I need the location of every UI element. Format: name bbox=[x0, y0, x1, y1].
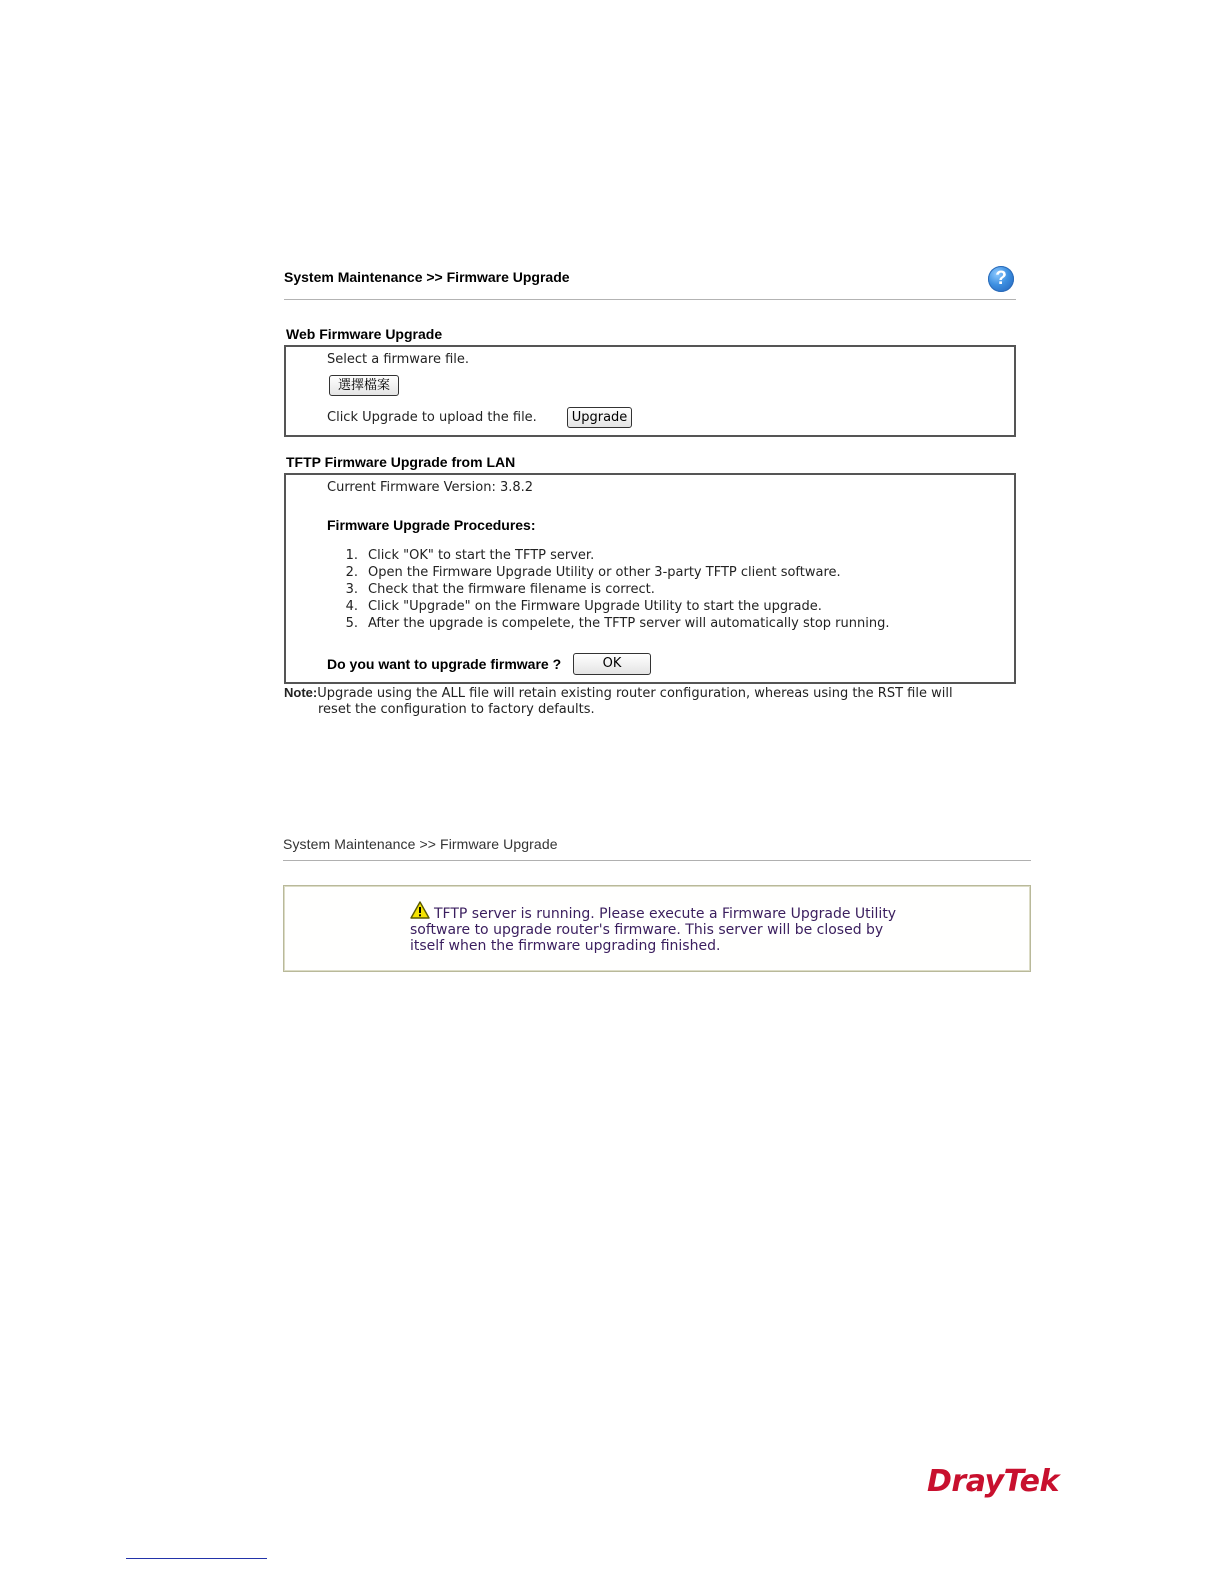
note-text: Upgrade using the ALL file will retain existing router configuration, whereas using the RST file will bbox=[317, 686, 953, 701]
help-question-icon[interactable]: ? bbox=[988, 266, 1014, 292]
upgrade-button[interactable]: Upgrade bbox=[567, 407, 632, 428]
status-message bbox=[410, 906, 930, 954]
list-item: 3. Check that the firmware filename is correct. bbox=[345, 582, 655, 597]
web-upgrade-title: Web Firmware Upgrade bbox=[286, 326, 443, 342]
list-item: 1. Click "OK" to start the TFTP server. bbox=[345, 548, 595, 563]
confirm-question: Do you want to upgrade firmware ? bbox=[327, 656, 562, 672]
ok-button[interactable]: OK bbox=[573, 653, 651, 675]
list-item: 5. After the upgrade is compelete, the TFTP server will automatically stop running. bbox=[345, 616, 890, 631]
note-label: Note: bbox=[284, 685, 318, 700]
footer-link-underline bbox=[126, 1558, 267, 1559]
procedures-title: Firmware Upgrade Procedures: bbox=[327, 517, 536, 533]
status-line-3: itself when the firmware upgrading finished. bbox=[410, 938, 721, 954]
select-file-label: Select a firmware file. bbox=[327, 352, 470, 367]
choose-file-button[interactable]: 選擇檔案 bbox=[329, 375, 399, 396]
upload-label: Click Upgrade to upload the file. bbox=[327, 410, 537, 425]
tftp-upgrade-title: TFTP Firmware Upgrade from LAN bbox=[286, 454, 516, 470]
procedure-list bbox=[344, 548, 964, 633]
current-version-label: Current Firmware Version: 3.8.2 bbox=[327, 480, 534, 495]
note-line-1 bbox=[284, 685, 953, 701]
header-divider bbox=[284, 299, 1016, 300]
status-line-2: software to upgrade router's firmware. This server will be closed by bbox=[410, 922, 884, 938]
status-line-1: TFTP server is running. Please execute a Firmware Upgrade Utility bbox=[434, 906, 897, 922]
page-title-status: System Maintenance >> Firmware Upgrade bbox=[283, 836, 558, 852]
list-item: 4. Click "Upgrade" on the Firmware Upgrade Utility to start the upgrade. bbox=[345, 599, 822, 614]
status-header-divider bbox=[283, 860, 1031, 861]
page-title: System Maintenance >> Firmware Upgrade bbox=[284, 269, 570, 285]
draytek-logo: DrayTek bbox=[927, 1464, 1059, 1499]
note-line-2: reset the configuration to factory defaults. bbox=[318, 702, 595, 717]
list-item: 2. Open the Firmware Upgrade Utility or other 3-party TFTP client software. bbox=[345, 565, 841, 580]
